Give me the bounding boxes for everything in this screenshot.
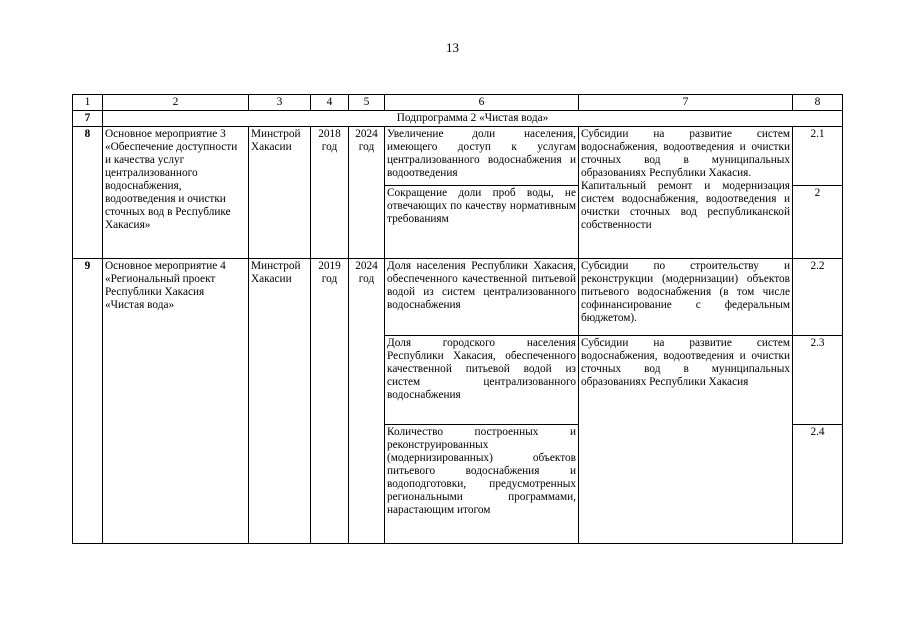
program-table [72,94,843,544]
table-row-8 [73,127,843,186]
row-8-ref-1: 2.1 [793,127,843,186]
row-9-start: 2019 год [311,259,349,544]
header-col-7: 7 [579,95,793,111]
subprogram-num: 7 [73,111,103,127]
row-8-indicator-1: Увеличение доли населения, имеющего доступ к услугам централизованного водоснабжения и водоотведения [385,127,579,186]
row-9-ref-2: 2.3 [793,336,843,425]
row-8-num: 8 [73,127,103,259]
subprogram-row [73,111,843,127]
row-8-executor: Минстрой Хакасии [249,127,311,259]
page-number: 13 [446,40,459,55]
header-col-4: 4 [311,95,349,111]
row-9-ref-3: 2.4 [793,425,843,544]
row-9-indicator-3: Количество построенных и реконструированных (модернизированных) объектов питьевого водоснабжения и водоподготовки, предусмотренных региональными программами, нарастающим итогом [385,425,579,544]
row-8-measures [579,127,793,259]
header-row [73,95,843,111]
row-8-start: 2018 год [311,127,349,259]
header-col-6: 6 [385,95,579,111]
row-9-num: 9 [73,259,103,544]
row-8-event: Основное мероприятие 3 «Обеспечение доступности и качества услуг централизованного водоснабжения, водоотведения и очистки сточных вод в Республике Хакасия» [103,127,249,259]
row-9-measure-1: Субсидии по строительству и реконструкции (модернизации) объектов питьевого водоснабжения (в том числе софинансирование с федеральным бюджетом). [579,259,793,336]
row-8-ref-2: 2 [793,186,843,259]
row-8-measure-2: Капитальный ремонт и модернизация систем водоснабжения, водоотведения и очистки сточных вод республиканской собственности [581,180,790,232]
header-col-1: 1 [73,95,103,111]
subprogram-title: Подпрограмма 2 «Чистая вода» [103,111,843,127]
header-col-8: 8 [793,95,843,111]
table-row-9 [73,259,843,336]
header-col-5: 5 [349,95,385,111]
row-9-indicator-2: Доля городского населения Республики Хакасия, обеспеченного качественной питьевой водой из систем централизованного водоснабжения [385,336,579,425]
row-8-indicator-2: Сокращение доли проб воды, не отвечающих по качеству нормативным требованиям [385,186,579,259]
row-9-event: Основное мероприятие 4 «Региональный проект Республики Хакасия «Чистая вода» [103,259,249,544]
row-9-ref-1: 2.2 [793,259,843,336]
row-9-executor: Минстрой Хакасии [249,259,311,544]
row-9-indicator-1: Доля населения Республики Хакасия, обеспеченного качественной питьевой водой из систем централизованного водоснабжения [385,259,579,336]
header-col-3: 3 [249,95,311,111]
row-9-end: 2024 год [349,259,385,544]
header-col-2: 2 [103,95,249,111]
row-8-measure-1: Субсидии на развитие систем водоснабжения, водоотведения и очистки сточных вод в муниципальных образованиях Республики Хакасия. [581,128,790,180]
row-8-end: 2024 год [349,127,385,259]
row-9-measure-2: Субсидии на развитие систем водоснабжения, водоотведения и очистки сточных вод в муниципальных образованиях Республики Хакасия [579,336,793,544]
